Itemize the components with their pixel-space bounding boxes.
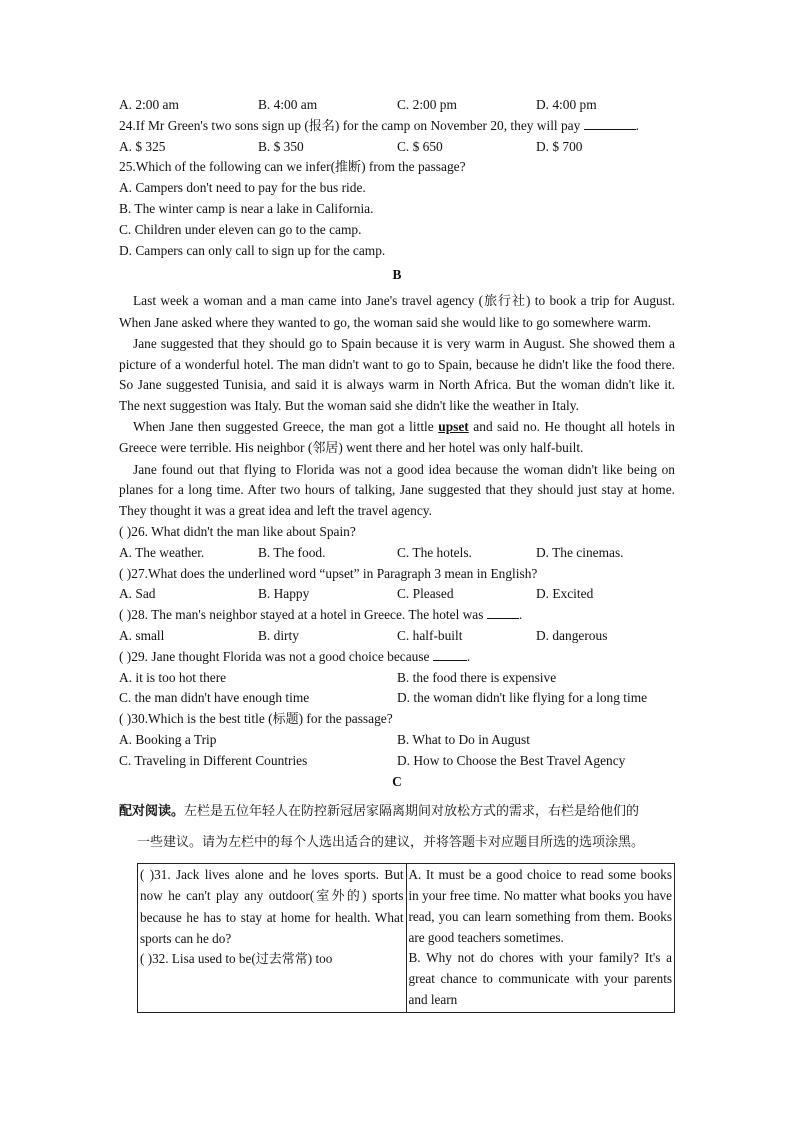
- passage-paragraph-4: Jane found out that flying to Florida was not a good idea because the woman didn't like being on planes for a long time. After two hours of talking, Jane suggested that they should just stay at home. They thought it was a great idea and left the travel agency.: [119, 461, 675, 519]
- option: C. Traveling in Different Countries: [119, 752, 308, 768]
- q24-options: [119, 137, 675, 158]
- q30-options-row1: [119, 730, 675, 751]
- section-heading-c: C: [392, 773, 402, 789]
- option: A. Sad: [119, 586, 156, 602]
- q31-text: ( )31. Jack lives alone and he loves sports. But now he can't play any outdoor(室外的) sports because he has to stay at home for health. What sports can he do?: [140, 867, 404, 946]
- q29-options-row1: [119, 668, 675, 689]
- passage-paragraph-2: Jane suggested that they should go to Spain because it is very warm in August. She showed them a picture of a wonderful hotel. The man didn't want to go to Spain, because he didn't like the food there. So Jane suggested Tunisia, and said it is always warm in North Africa. But the woman didn't like it. The next suggestion was Italy. But the woman said she didn't like the weather in Italy.: [119, 335, 675, 414]
- option: A. Campers don't need to pay for the bus ride.: [119, 180, 366, 196]
- q26-stem: ( )26. What didn't the man like about Spain?: [119, 523, 356, 539]
- section-heading-b: B: [392, 267, 402, 283]
- option: C. Children under eleven can go to the camp.: [119, 221, 362, 237]
- option: D. 4:00 pm: [536, 97, 597, 112]
- suggestion-b: B. Why not do chores with your family? It's a great chance to communicate with your parents and learn: [408, 950, 672, 1008]
- q30-options-row2: [119, 751, 675, 772]
- q27-stem: ( )27.What does the underlined word “upset” in Paragraph 3 mean in English?: [119, 565, 538, 581]
- option: B. the food there is expensive: [397, 669, 557, 685]
- option: D. dangerous: [536, 627, 608, 643]
- option: C. the man didn't have enough time: [119, 690, 310, 706]
- q28-stem: ( )28. The man's neighbor stayed at a hotel in Greece. The hotel was .: [119, 607, 523, 623]
- q29-options-row2: [119, 688, 675, 709]
- option: B. What to Do in August: [397, 731, 530, 747]
- option: B. 4:00 am: [258, 97, 318, 112]
- option: B. $ 350: [258, 138, 304, 154]
- option: C. $ 650: [397, 138, 443, 154]
- option: C. half-built: [397, 627, 463, 643]
- q27-options: [119, 584, 675, 605]
- q24-stem: 24.If Mr Green's two sons sign up (报名) for the camp on November 20, they will pay .: [119, 117, 640, 134]
- option: B. Happy: [258, 586, 310, 602]
- matching-instructions: 配对阅读。左栏是五位年轻人在防控新冠居家隔离期间对放松方式的需求，右栏是给他们的 一些建议。请为左栏中的每个人选出适合的建议，并将答题卡对应题目所选的选项涂黑。: [119, 804, 645, 851]
- option: C. Pleased: [397, 586, 454, 602]
- option: B. The winter camp is near a lake in California.: [119, 200, 374, 216]
- option: D. $ 700: [536, 138, 583, 154]
- q26-options: [119, 543, 675, 564]
- answer-blank: [584, 116, 636, 130]
- q29-stem: ( )29. Jane thought Florida was not a good choice because .: [119, 648, 471, 664]
- option: C. 2:00 pm: [397, 97, 457, 112]
- q32-text: ( )32. Lisa used to be(过去常常) too: [140, 951, 333, 968]
- table-row: [138, 864, 675, 1013]
- option: A. $ 325: [119, 138, 166, 154]
- option: A. Booking a Trip: [119, 731, 217, 747]
- answer-blank: [433, 647, 467, 661]
- q25-stem: 25.Which of the following can we infer(推断) from the passage?: [119, 159, 466, 176]
- q23-options: [119, 95, 675, 116]
- option: B. The food.: [258, 544, 326, 560]
- right-column-cell: [406, 864, 675, 1013]
- option: A. The weather.: [119, 544, 205, 560]
- option: D. Campers can only call to sign up for the camp.: [119, 242, 386, 258]
- option: C. The hotels.: [397, 544, 472, 560]
- passage-paragraph-1: Last week a woman and a man came into Jane's travel agency (旅行社) to book a trip for August. When Jane asked where they wanted to go, the woman said she would like to go somewhere warm.: [119, 293, 675, 330]
- q30-stem: ( )30.Which is the best title (标题) for the passage?: [119, 711, 393, 728]
- option: B. dirty: [258, 627, 299, 643]
- option: D. The cinemas.: [536, 544, 624, 560]
- left-column-cell: [138, 864, 407, 1013]
- answer-blank: [487, 605, 519, 619]
- suggestion-a: A. It must be a good choice to read some books in your free time. No matter what books you have read, you can learn something from them. Books are good teachers sometimes.: [408, 867, 672, 945]
- worksheet-page: [119, 95, 675, 1013]
- option: D. Excited: [536, 586, 594, 602]
- option: A. it is too hot there: [119, 669, 227, 685]
- q28-options: [119, 626, 675, 647]
- underlined-word: upset: [438, 418, 469, 434]
- option: A. small: [119, 627, 165, 643]
- instruction-title: 配对阅读。: [119, 804, 185, 820]
- matching-table: [137, 863, 675, 1013]
- option: A. 2:00 am: [119, 97, 179, 112]
- option: D. How to Choose the Best Travel Agency: [397, 752, 626, 768]
- option: D. the woman didn't like flying for a long time: [397, 690, 648, 706]
- passage-paragraph-3: When Jane then suggested Greece, the man got a little upset and said no. He thought all hotels in Greece were terrible. His neighbor (邻居) went there and her hotel was only half-built.: [119, 418, 675, 456]
